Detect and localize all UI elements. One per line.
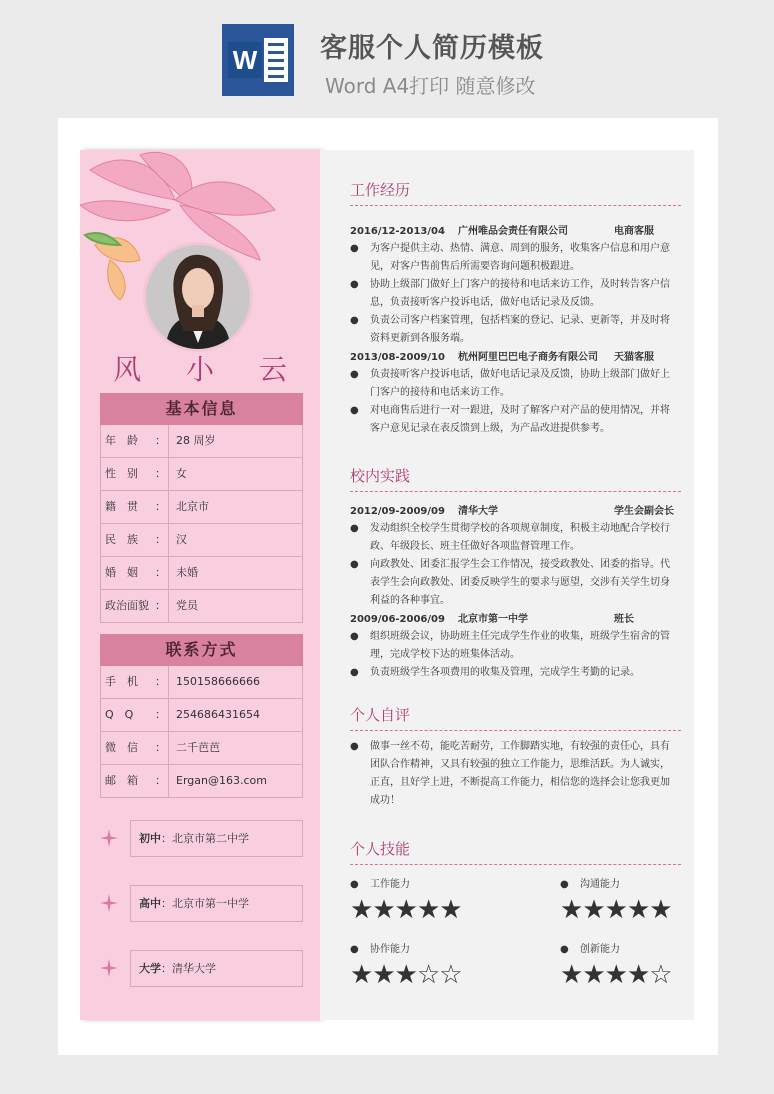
work-bullet-text: 对电商售后进行一对一跟进，及时了解客户对产品的使用情况，并将客户意见记录在表反馈到上级，为产品改进提供参考。: [370, 405, 670, 434]
basic-info-value: 女: [176, 467, 187, 480]
candidate-name: 风 小 云: [113, 353, 305, 386]
campus-entry-header: [350, 610, 634, 625]
colon-separator: ：: [155, 533, 166, 546]
work-bullet: [350, 366, 670, 402]
star-filled-icon: ★: [372, 960, 395, 990]
star-filled-icon: ★: [394, 960, 417, 990]
colon-separator: ：: [155, 675, 166, 688]
education-item: [130, 950, 303, 987]
skill-name: 创新能力: [580, 944, 620, 955]
word-app-icon: [222, 24, 294, 96]
skills-heading: 个人技能: [350, 837, 681, 865]
education-school: 清华大学: [172, 962, 216, 975]
campus-bullet: [350, 664, 670, 682]
star-filled-icon: ★: [439, 895, 462, 925]
divider: [168, 557, 169, 590]
star-filled-icon: ★: [649, 895, 672, 925]
star-empty-icon: ☆: [649, 960, 672, 990]
skill-label: [560, 875, 620, 890]
colon-separator: ：: [155, 467, 166, 480]
basic-info-value: 党员: [176, 599, 198, 612]
colon-separator: ：: [155, 708, 166, 721]
star-filled-icon: ★: [560, 895, 583, 925]
skill-name: 协作能力: [370, 944, 410, 955]
education-separator: ：: [161, 962, 172, 975]
basic-info-heading: 基本信息: [100, 393, 303, 425]
star-filled-icon: ★: [350, 895, 373, 925]
basic-info-value: 汉: [176, 533, 187, 546]
bullet-dot: ●: [350, 879, 359, 890]
skill-rating: [350, 962, 462, 988]
education-separator: ：: [161, 897, 172, 910]
work-entry-header: [350, 222, 654, 237]
basic-info-row: [101, 425, 302, 458]
divider: [168, 732, 169, 765]
basic-info-label: 婚 姻: [105, 566, 138, 579]
star-filled-icon: ★: [582, 960, 605, 990]
star-filled-icon: ★: [626, 960, 650, 990]
contact-heading: 联系方式: [100, 634, 303, 666]
sidebar: [80, 150, 320, 1020]
skill-label: [350, 940, 410, 955]
work-period: 2013/08-2009/10: [350, 352, 445, 363]
divider: [168, 666, 169, 699]
divider: [168, 524, 169, 557]
basic-info-value: 北京市: [176, 500, 209, 513]
contact-row: [101, 666, 302, 699]
contact-row: [101, 765, 302, 798]
campus-entry-header: [350, 502, 674, 517]
star-filled-icon: ★: [604, 895, 627, 925]
page-header: [0, 0, 774, 118]
bullet-dot: ●: [560, 944, 569, 955]
star-filled-icon: ★: [416, 895, 440, 925]
bullet-dot: ●: [350, 315, 359, 326]
colon-separator: ：: [155, 500, 166, 513]
campus-organization: 清华大学: [458, 506, 498, 517]
education-item: [130, 885, 303, 922]
campus-role: 学生会副会长: [614, 506, 674, 517]
contact-label: Q Q: [105, 708, 134, 721]
star-filled-icon: ★: [350, 960, 373, 990]
portrait-icon: [146, 245, 250, 349]
work-bullet: [350, 312, 670, 348]
basic-info-label: 政治面貌: [105, 599, 149, 612]
resume: [80, 150, 694, 1020]
work-bullet: [350, 240, 670, 276]
basic-info-table: [100, 425, 303, 623]
contact-value: 150158666666: [176, 675, 260, 688]
contact-label: 手 机: [105, 675, 138, 688]
work-organization: 广州唯品会责任有限公司: [458, 226, 568, 237]
star-filled-icon: ★: [372, 895, 395, 925]
contact-label: 微 信: [105, 741, 138, 754]
skill-rating: [560, 962, 672, 988]
work-period: 2016/12-2013/04: [350, 226, 445, 237]
colon-separator: ：: [155, 774, 166, 787]
star-filled-icon: ★: [604, 960, 627, 990]
education-item: [130, 820, 303, 857]
avatar: [143, 242, 253, 352]
sparkle-icon: [100, 829, 118, 847]
work-bullet-text: 为客户提供主动、热情、满意、周到的服务，收集客户信息和用户意见，对客户售前售后所需要咨询问题积极跟进。: [370, 243, 670, 272]
bullet-dot: ●: [560, 879, 569, 890]
colon-separator: ：: [155, 741, 166, 754]
colon-separator: ：: [155, 566, 166, 579]
colon-separator: ：: [155, 434, 166, 447]
campus-bullet-text: 发动组织全校学生贯彻学校的各项规章制度，积极主动地配合学校行政、年级段长、班主任做好各项监督管理工作。: [370, 523, 670, 552]
education-school: 北京市第二中学: [172, 832, 249, 845]
basic-info-row: [101, 491, 302, 524]
basic-info-label: 民 族: [105, 533, 138, 546]
education-school: 北京市第一中学: [172, 897, 249, 910]
contact-row: [101, 699, 302, 732]
skill-rating: [560, 897, 672, 923]
basic-info-label: 年 龄: [105, 434, 138, 447]
work-bullet: [350, 402, 670, 438]
contact-row: [101, 732, 302, 765]
star-filled-icon: ★: [560, 960, 583, 990]
page-title: 客服个人简历模板: [320, 33, 544, 64]
work-bullet-text: 协助上级部门做好上门客户的接待和电话来访工作，及时转告客户信息，负责接听客户投诉电话，做好电话记录及反馈。: [370, 279, 670, 308]
education-level: 大学: [139, 962, 161, 975]
basic-info-value: 28 周岁: [176, 434, 216, 447]
contact-value: Ergan@163.com: [176, 774, 267, 787]
campus-bullet-text: 负责班级学生各项费用的收集及管理，完成学生考勤的记录。: [370, 667, 640, 678]
self-eval-heading: 个人自评: [350, 703, 681, 731]
basic-info-row: [101, 557, 302, 590]
star-filled-icon: ★: [394, 895, 417, 925]
campus-role: 班长: [614, 614, 634, 625]
work-bullet-text: 负责公司客户档案管理，包括档案的登记、记录、更新等，并及时将资料更新到各服务端。: [370, 315, 670, 344]
work-heading: 工作经历: [350, 178, 681, 206]
divider: [168, 590, 169, 623]
bullet-dot: ●: [350, 523, 359, 534]
contact-value: 254686431654: [176, 708, 260, 721]
star-empty-icon: ☆: [416, 960, 440, 990]
skill-label: [560, 940, 620, 955]
contact-value: 二千芭芭: [176, 741, 220, 754]
skill-label: [350, 875, 410, 890]
contact-table: [100, 666, 303, 798]
campus-bullet-text: 向政教处、团委汇报学生会工作情况，接受政教处、团委的指导。代表学生会向政教处、团委反映学生的要求与愿望，交涉有关学生切身利益的各种事宜。: [370, 559, 670, 606]
basic-info-row: [101, 458, 302, 491]
divider: [168, 458, 169, 491]
basic-info-value: 未婚: [176, 566, 198, 579]
document-lines-icon: [264, 38, 288, 82]
work-organization: 杭州阿里巴巴电子商务有限公司: [458, 352, 598, 363]
campus-heading: 校内实践: [350, 464, 681, 492]
work-bullet-text: 负责接听客户投诉电话，做好电话记录及反馈，协助上级部门做好上门客户的接待和电话来访工作。: [370, 369, 670, 398]
campus-bullet: [350, 556, 670, 610]
bullet-dot: ●: [350, 631, 359, 642]
education-level: 初中: [139, 832, 161, 845]
sparkle-icon: [100, 894, 118, 912]
star-filled-icon: ★: [626, 895, 650, 925]
bullet-dot: ●: [350, 405, 359, 416]
basic-info-row: [101, 590, 302, 623]
basic-info-label: 性 别: [105, 467, 138, 480]
bullet-dot: ●: [350, 369, 359, 380]
bullet-dot: ●: [350, 279, 359, 290]
divider: [168, 425, 169, 458]
work-bullet: [350, 276, 670, 312]
work-role: 天猫客服: [614, 352, 654, 363]
work-role: 电商客服: [614, 226, 654, 237]
main-content: [320, 150, 694, 1020]
sparkle-icon: [100, 959, 118, 977]
word-letter: W: [228, 42, 262, 78]
colon-separator: ：: [155, 599, 166, 612]
star-filled-icon: ★: [582, 895, 605, 925]
education-level: 高中: [139, 897, 161, 910]
campus-bullet-text: 组织班级会议，协助班主任完成学生作业的收集，班级学生宿舍的管理，完成学校下达的班集体活动。: [370, 631, 670, 660]
page-subtitle: Word A4打印 随意修改: [325, 74, 536, 98]
contact-label: 邮 箱: [105, 774, 138, 787]
bullet-dot: ●: [350, 667, 359, 678]
bullet-dot: ●: [350, 741, 359, 752]
campus-period: 2012/09-2009/09: [350, 506, 445, 517]
skill-rating: [350, 897, 462, 923]
basic-info-label: 籍 贯: [105, 500, 138, 513]
bullet-dot: ●: [350, 243, 359, 254]
basic-info-row: [101, 524, 302, 557]
campus-organization: 北京市第一中学: [458, 614, 528, 625]
self-eval-bullet: [350, 738, 670, 810]
campus-bullet: [350, 520, 670, 556]
work-entry-header: [350, 348, 654, 363]
divider: [168, 491, 169, 524]
campus-period: 2009/06-2006/09: [350, 614, 445, 625]
bullet-dot: ●: [350, 559, 359, 570]
divider: [168, 765, 169, 798]
skill-name: 工作能力: [370, 879, 410, 890]
bullet-dot: ●: [350, 944, 359, 955]
self-eval-text: 做事一丝不苟，能吃苦耐劳，工作脚踏实地，有较强的责任心，具有团队合作精神，又具有较强的独立工作能力，思维活跃。为人诚实，正直，且好学上进，不断提高工作能力，相信您的选择会让您我更加成功！: [370, 741, 670, 806]
campus-bullet: [350, 628, 670, 664]
star-empty-icon: ☆: [439, 960, 462, 990]
skill-name: 沟通能力: [580, 879, 620, 890]
education-separator: ：: [161, 832, 172, 845]
divider: [168, 699, 169, 732]
